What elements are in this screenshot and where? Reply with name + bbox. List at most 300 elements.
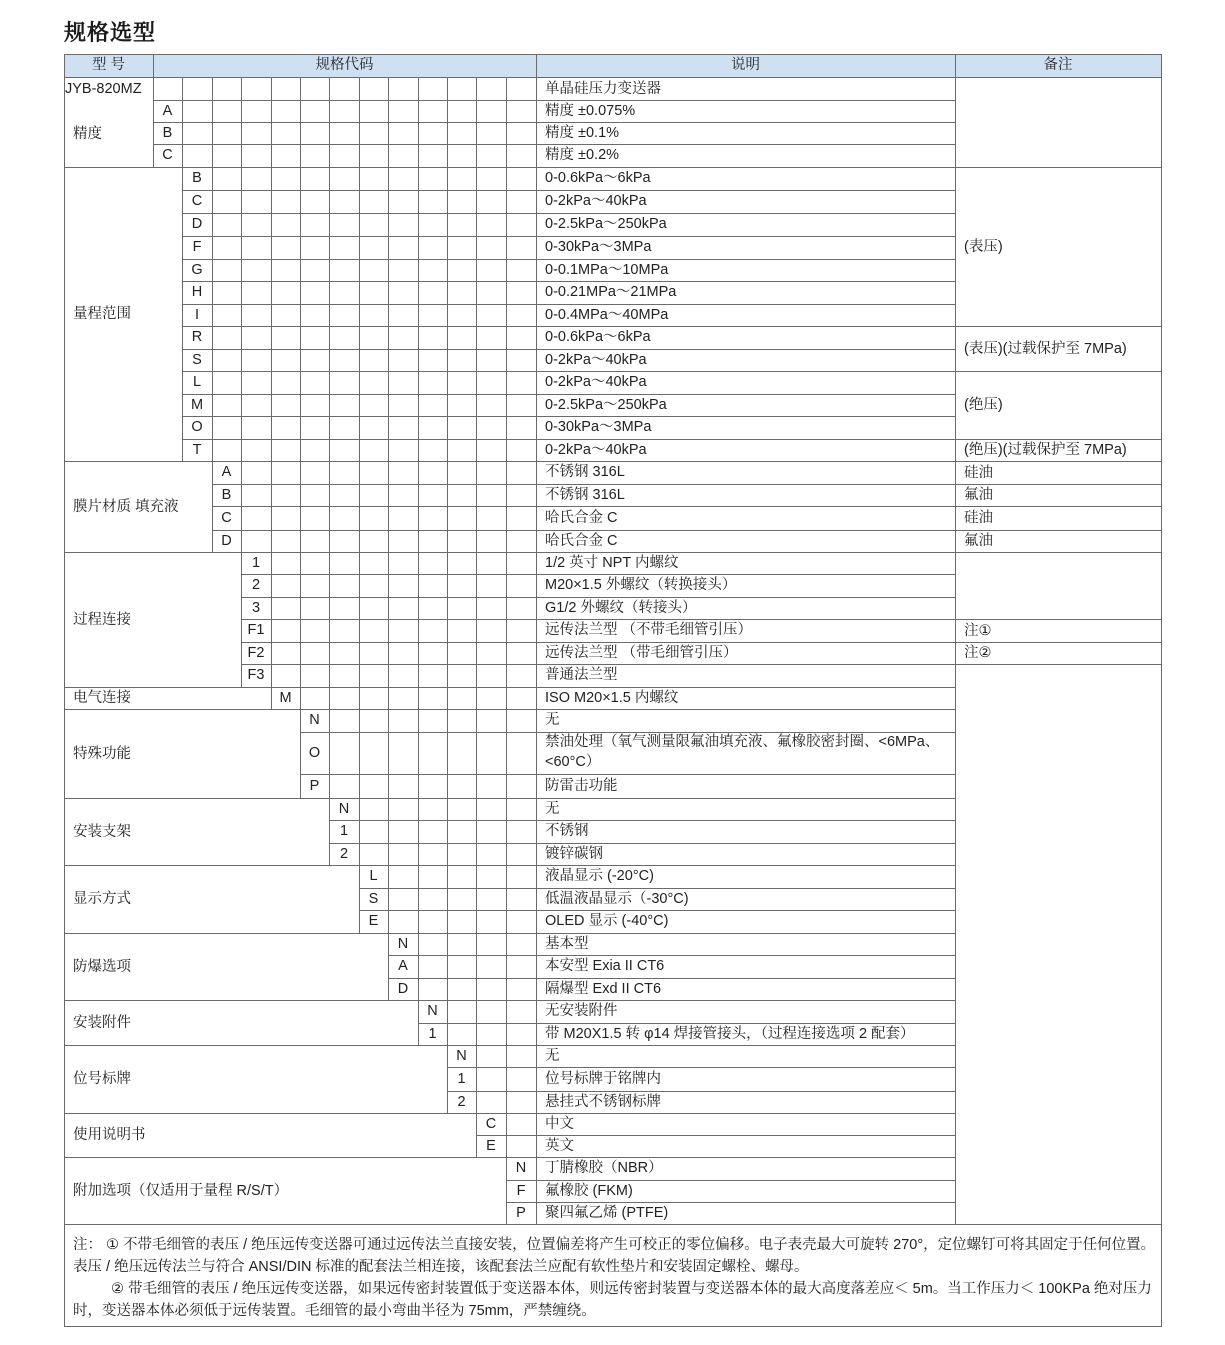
option-description: 防雷击功能 [545,778,618,794]
grid-line [447,530,448,552]
grid-line [418,888,419,910]
grid-line [476,1067,477,1091]
header-spec-code: 规格代码 [315,57,374,73]
option-description: 精度 ±0.075% [545,103,636,119]
grid-line [359,144,360,167]
grid-line [359,619,360,642]
grid-line [447,552,448,574]
grid-line [271,619,272,642]
grid-line [388,394,389,416]
grid-line [329,774,330,798]
grid-line [359,100,360,122]
grid-line [536,978,537,1000]
grid-line [388,371,389,394]
grid-line [359,574,360,597]
grid-line [241,394,242,416]
grid-line [271,552,272,574]
option-description: 0-2kPa～40kPa [545,352,647,368]
grid-line [271,190,272,213]
grid-line [536,1180,537,1202]
grid-line [359,664,360,687]
grid-line [388,304,389,326]
grid-line [241,213,242,236]
grid-line [359,552,360,574]
grid-line [536,349,537,371]
option-description: M20×1.5 外螺纹（转换接头） [545,577,737,593]
option-code: M [190,397,204,413]
grid-line [388,484,389,506]
grid-line [212,349,213,371]
grid-line [536,798,537,820]
note-2: ② 带毛细管的表压 / 绝压远传变送器，如果远传密封装置低于变送器本体，则远传密封装置与变送器本体的最大高度落差应＜ 5m。当工作压力＜ 100KPa 绝对压力时，变送器本体必须低于远传装置。毛细管的最小弯曲半径为 75mm，严禁缠绕。 [73,1281,1152,1319]
grid-line [300,213,301,236]
grid-line [476,506,477,530]
grid-line [476,416,477,439]
grid-line [300,281,301,304]
grid-line [271,122,272,144]
option-description: 本安型 Exia II CT6 [545,958,665,974]
grid-line [418,100,419,122]
grid-line [506,820,507,843]
group-label: 特殊功能 [73,745,131,762]
grid-line [536,1202,537,1224]
grid-line [418,732,419,774]
remark-column-border [955,54,956,1224]
option-code: 1 [428,1026,437,1042]
grid-line [359,213,360,236]
group-label: 安装支架 [73,823,131,840]
model-code-line [271,77,272,100]
grid-line [271,416,272,439]
grid-line [506,1091,507,1113]
grid-line [271,506,272,530]
grid-line [476,281,477,304]
grid-line [418,484,419,506]
grid-line [329,213,330,236]
grid-line [536,167,537,190]
grid-line [388,530,389,552]
grid-line [271,100,272,122]
grid-line [418,552,419,574]
grid-line [271,461,272,484]
grid-line [476,100,477,122]
grid-line [329,259,330,281]
grid-line [536,236,537,259]
grid-line [536,843,537,865]
grid-line [506,574,507,597]
option-description: 无安装附件 [545,1003,618,1019]
option-code: 1 [457,1071,466,1087]
grid-line [329,552,330,574]
grid-line [418,144,419,167]
option-code: 3 [251,600,261,616]
grid-line [359,439,360,461]
grid-line [418,597,419,619]
grid-line [329,664,330,687]
grid-line [329,304,330,326]
grid-line [506,888,507,910]
grid-line [506,1067,507,1091]
grid-line [329,394,330,416]
grid-line [329,619,330,642]
grid-line [329,439,330,461]
grid-line [476,1000,477,1023]
grid-line [536,506,537,530]
option-code: H [191,284,203,300]
remark-line [955,167,1162,168]
grid-line [476,865,477,888]
option-code: 2 [339,846,349,862]
option-code: F1 [247,622,265,638]
grid-line [300,439,301,461]
grid-line [536,461,537,484]
grid-line [271,597,272,619]
option-code: C [162,147,173,163]
grid-line [418,910,419,933]
grid-line [536,530,537,552]
option-code: N [309,712,320,728]
remark-line [955,77,1162,78]
option-code: N [456,1048,467,1064]
grid-line [476,439,477,461]
grid-line [271,530,272,552]
option-code: B [192,170,202,186]
grid-line [476,574,477,597]
option-description: 0-2kPa～40kPa [545,442,647,458]
grid-line [359,597,360,619]
grid-line [388,349,389,371]
grid-line [329,642,330,664]
option-description: 不锈钢 [545,823,589,839]
grid-line [271,664,272,687]
grid-line [271,574,272,597]
grid-line [476,326,477,349]
grid-line [418,709,419,732]
grid-line [182,100,183,122]
grid-line [388,100,389,122]
grid-line [476,933,477,955]
grid-line [300,687,301,709]
grid-line [418,281,419,304]
option-code: A [221,464,232,480]
grid-line [447,190,448,213]
grid-line [506,530,507,552]
option-description: 带 M20X1.5 转 φ14 焊接管接头，（过程连接选项 2 配套） [545,1026,915,1042]
grid-line [271,484,272,506]
grid-line [536,709,537,732]
grid-line [536,100,537,122]
grid-line [476,349,477,371]
grid-line [536,326,537,349]
grid-line [476,484,477,506]
grid-line [447,709,448,732]
grid-line [359,820,360,843]
grid-line [212,213,213,236]
model-code-line [153,77,154,100]
grid-line [241,461,242,484]
remark-cell: 氟油 [964,533,993,549]
grid-line [476,394,477,416]
grid-line [212,371,213,394]
remark-line [955,439,1162,440]
grid-line [536,910,537,933]
group-label: 膜片材质 填充液 [73,498,179,515]
grid-line [536,865,537,888]
grid-line [300,167,301,190]
option-code: I [194,307,200,323]
grid-line [536,774,537,798]
option-code: O [191,419,203,435]
grid-line [212,394,213,416]
grid-line [476,978,477,1000]
grid-line [359,506,360,530]
remark-cell: (绝压)(过载保护至 7MPa) [964,442,1127,458]
grid-line [447,888,448,910]
grid-line [506,1135,507,1157]
grid-line [241,122,242,144]
grid-line [329,597,330,619]
grid-line [329,709,330,732]
grid-line [418,798,419,820]
option-description: 0-2kPa～40kPa [545,193,647,209]
option-code: S [192,352,202,368]
option-description: 0-30kPa～3MPa [545,419,652,435]
grid-line [476,843,477,865]
option-description: 镀锌碳钢 [545,846,603,862]
grid-line [359,304,360,326]
grid-line [300,461,301,484]
grid-line [359,709,360,732]
grid-line [536,281,537,304]
grid-line [271,304,272,326]
grid-line [300,326,301,349]
grid-line [476,955,477,978]
grid-line [300,552,301,574]
grid-line [506,349,507,371]
model-code-line [182,77,183,100]
grid-line [388,732,389,774]
grid-line [476,774,477,798]
grid-line [476,122,477,144]
model-description: 单晶硅压力变送器 [545,81,661,97]
grid-line [447,506,448,530]
grid-line [359,236,360,259]
option-description: 不锈钢 316L [545,487,625,503]
grid-line [447,574,448,597]
group-bottom-line [64,1224,956,1225]
grid-line [506,213,507,236]
option-code: A [398,958,408,974]
table-bottom-border [64,1326,1162,1327]
grid-line [447,843,448,865]
option-code: 1 [251,555,261,571]
grid-line [506,664,507,687]
grid-line [506,326,507,349]
grid-line [447,955,448,978]
option-description: 基本型 [545,936,589,952]
grid-line [506,439,507,461]
grid-line [388,236,389,259]
option-description: 英文 [545,1138,574,1154]
grid-line [329,371,330,394]
grid-line [388,259,389,281]
grid-line [536,597,537,619]
grid-line [359,371,360,394]
table-left-border [64,54,65,1326]
grid-line [506,281,507,304]
grid-line [476,597,477,619]
option-description: ISO M20×1.5 内螺纹 [545,690,679,706]
grid-line [300,416,301,439]
grid-line [388,122,389,144]
grid-line [241,190,242,213]
grid-line [536,933,537,955]
grid-line [359,122,360,144]
grid-line [476,530,477,552]
grid-line [271,281,272,304]
grid-line [388,190,389,213]
option-code: D [221,533,232,549]
grid-line [241,167,242,190]
grid-line [329,461,330,484]
grid-line [476,888,477,910]
grid-line [447,642,448,664]
grid-line [241,144,242,167]
group-label: 精度 [73,125,102,142]
grid-line [300,484,301,506]
grid-line [418,574,419,597]
grid-line [506,619,507,642]
option-description: 哈氏合金 C [545,533,618,549]
grid-line [359,394,360,416]
grid-line [241,259,242,281]
grid-line [359,167,360,190]
grid-line [329,167,330,190]
grid-line [300,100,301,122]
model-code-line [388,77,389,100]
grid-line [536,144,537,167]
grid-line [476,820,477,843]
grid-line [388,687,389,709]
grid-line [271,349,272,371]
option-description: 液晶显示 (-20°C) [545,868,654,884]
grid-line [300,597,301,619]
group-label: 使用说明书 [73,1127,146,1143]
remark-cell: 注② [964,645,992,661]
option-description: 0-2.5kPa～250kPa [545,216,667,232]
grid-line [212,167,213,190]
option-code: C [191,193,203,209]
grid-line [506,843,507,865]
grid-line [329,281,330,304]
grid-line [212,100,213,122]
grid-line [447,798,448,820]
grid-line [359,798,360,820]
header-model: 型 号 [91,57,126,73]
grid-line [418,664,419,687]
grid-line [476,1045,477,1067]
grid-line [476,732,477,774]
grid-line [329,190,330,213]
grid-line [506,597,507,619]
grid-line [506,416,507,439]
grid-line [241,484,242,506]
grid-line [388,439,389,461]
option-description: 中文 [545,1116,574,1132]
grid-line [447,910,448,933]
grid-line [476,619,477,642]
option-code: L [369,868,378,884]
model-name: JYB-820MZ [65,81,142,97]
grid-line [447,349,448,371]
grid-line [476,642,477,664]
grid-line [536,1067,537,1091]
remark-line [955,552,1162,553]
grid-line [329,122,330,144]
grid-line [506,259,507,281]
grid-line [418,167,419,190]
grid-line [476,144,477,167]
model-code-line [329,77,330,100]
grid-line [388,865,389,888]
grid-line [300,506,301,530]
grid-line [447,416,448,439]
grid-line [418,236,419,259]
grid-line [536,820,537,843]
grid-line [241,371,242,394]
grid-line [418,978,419,1000]
grid-line [418,394,419,416]
remark-line [955,506,1162,507]
grid-line [241,326,242,349]
option-description: 禁油处理（氧气测量限氟油填充液、氟橡胶密封圈、<6MPa、<60°C） [545,734,940,770]
option-code: S [368,891,379,907]
option-description: 位号标牌于铭牌内 [545,1071,661,1087]
grid-line [536,1023,537,1045]
grid-line [300,144,301,167]
grid-line [447,484,448,506]
grid-line [506,1045,507,1067]
grid-line [536,304,537,326]
grid-line [536,122,537,144]
grid-line [418,213,419,236]
model-code-line [447,77,448,100]
grid-line [359,732,360,774]
grid-line [506,732,507,774]
grid-line [506,552,507,574]
grid-line [418,843,419,865]
grid-line [447,978,448,1000]
option-code: 2 [251,577,261,593]
option-code: N [397,936,409,952]
grid-line [447,619,448,642]
option-code: 2 [457,1094,466,1110]
grid-line [329,100,330,122]
option-code: E [368,913,379,929]
grid-line [506,167,507,190]
grid-line [271,642,272,664]
grid-line [476,213,477,236]
grid-line [447,439,448,461]
group-label: 过程连接 [73,611,131,628]
grid-line [271,259,272,281]
remark-line [955,664,1162,665]
grid-line [418,259,419,281]
grid-line [300,394,301,416]
option-description: 哈氏合金 C [545,510,618,526]
page-title: 规格选型 [64,20,157,45]
option-code: C [485,1116,497,1132]
